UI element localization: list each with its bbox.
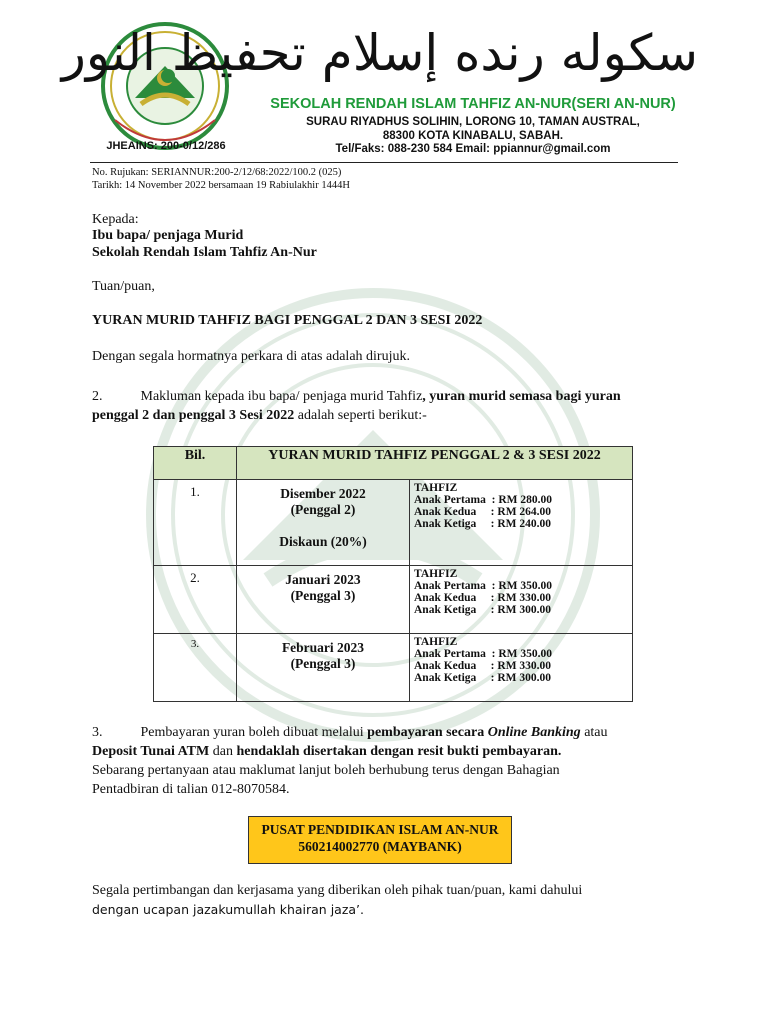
para3-or: atau	[580, 725, 608, 740]
contact-line: Tel/Faks: 088-230 584 Email: ppiannur@gmail.com	[335, 143, 611, 155]
row-term: (Penggal 3)	[290, 656, 356, 671]
paragraph-3-line-2	[92, 741, 677, 762]
row-month: Februari 2023	[281, 640, 365, 655]
row-fees	[410, 566, 633, 634]
fee-third-child: Anak Ketiga : RM 300.00	[414, 604, 552, 616]
letter-subject: YURAN MURID TAHFIZ BAGI PENGGAL 2 DAN 3 SESI 2022	[92, 313, 483, 328]
col-bil: Bil.	[154, 447, 237, 480]
table-row	[154, 480, 633, 566]
row-fees	[410, 634, 633, 702]
fee-third-child: Anak Ketiga : RM 240.00	[414, 518, 552, 530]
row-term: (Penggal 2)	[290, 502, 356, 517]
fee-first-child: Anak Pertama : RM 280.00	[414, 494, 552, 506]
letter-date: Tarikh: 14 November 2022 bersamaan 19 Rabiulakhir 1444H	[92, 180, 350, 191]
salutation: Tuan/puan,	[92, 279, 155, 294]
para3-method: pembayaran secara	[367, 725, 488, 740]
row-bil: 3.	[154, 634, 237, 702]
table-row	[154, 566, 633, 634]
arabic-school-name: سكوله رنده إسلام تحفيظ النور	[61, 24, 698, 82]
para3-receipt: hendaklah disertakan dengan resit bukti pembayaran.	[236, 744, 562, 759]
row-discount: Diskaun (20%)	[279, 534, 367, 549]
table-row	[154, 634, 633, 702]
fee-first-child: Anak Pertama : RM 350.00	[414, 580, 552, 592]
fee-first-child: Anak Pertama : RM 350.00	[414, 648, 552, 660]
fee-second-child: Anak Kedua : RM 264.00	[414, 506, 552, 518]
row-bil: 2.	[154, 566, 237, 634]
fee-table	[153, 446, 633, 702]
bank-account-name: PUSAT PENDIDIKAN ISLAM AN-NUR	[261, 822, 499, 837]
para2-tail: adalah seperti berikut:-	[294, 408, 427, 423]
col-title: YURAN MURID TAHFIZ PENGGAL 2 & 3 SESI 2022	[237, 447, 633, 480]
paragraph-2	[92, 386, 677, 407]
jheains-number: JHEAINS: 200-0/12/286	[106, 140, 226, 152]
recipient-line-1: Ibu bapa/ penjaga Murid	[92, 228, 244, 243]
address-line-1: SURAU RIYADHUS SOLIHIN, LORONG 10, TAMAN AUSTRAL,	[306, 116, 640, 128]
row-tag: TAHFIZ	[414, 568, 458, 580]
row-tag: TAHFIZ	[414, 636, 458, 648]
address-line-2: 88300 KOTA KINABALU, SABAH.	[382, 130, 564, 142]
para3-atm: Deposit Tunai ATM	[92, 744, 210, 759]
para2-text: Makluman kepada ibu bapa/ penjaga murid Tahfiz	[140, 389, 423, 404]
row-month: Disember 2022	[280, 486, 366, 501]
para3-online-banking: Online Banking	[487, 725, 581, 740]
recipient-line-2: Sekolah Rendah Islam Tahfiz An-Nur	[92, 245, 317, 260]
paragraph-2-cont	[92, 405, 427, 426]
fee-second-child: Anak Kedua : RM 330.00	[414, 592, 552, 604]
bank-account-box	[248, 816, 512, 864]
para2-number: 2.	[92, 389, 103, 404]
row-month: Januari 2023	[285, 572, 361, 587]
fee-third-child: Anak Ketiga : RM 300.00	[414, 672, 552, 684]
row-tag: TAHFIZ	[414, 482, 458, 494]
school-name: SEKOLAH RENDAH ISLAM TAHFIZ AN-NUR(SERI AN-NUR)	[270, 96, 676, 112]
header-divider	[90, 162, 678, 163]
paragraph-3	[92, 722, 677, 743]
paragraph-3-line-3: Sebarang pertanyaan atau maklumat lanjut boleh berhubung terus dengan Bahagian	[92, 763, 560, 778]
row-term: (Penggal 3)	[290, 588, 356, 603]
bank-account-number: 560214002770 (MAYBANK)	[298, 839, 462, 854]
row-period	[237, 566, 410, 634]
row-period	[237, 634, 410, 702]
fee-second-child: Anak Kedua : RM 330.00	[414, 660, 552, 672]
recipient-label: Kepada:	[92, 212, 139, 227]
para3-and: dan	[209, 744, 237, 759]
reference-number: No. Rujukan: SERIANNUR:200-2/12/68:2022/100.2 (025)	[92, 167, 342, 178]
para2-highlight: , yuran murid semasa bagi yuran	[422, 389, 621, 404]
para3-number: 3.	[92, 725, 103, 740]
para2-terms: penggal 2 dan penggal 3 Sesi 2022	[92, 408, 295, 423]
row-bil: 1.	[154, 480, 237, 566]
para3-text: Pembayaran yuran boleh dibuat melalui	[140, 725, 368, 740]
row-period	[237, 480, 410, 566]
closing-line-2: dengan ucapan jazakumullah khairan jaza’.	[92, 902, 365, 917]
fee-table-header	[154, 447, 633, 480]
paragraph-3-line-4: Pentadbiran di talian 012-8070584.	[92, 782, 290, 797]
closing-line-1: Segala pertimbangan dan kerjasama yang diberikan oleh pihak tuan/puan, kami dahului	[92, 883, 583, 898]
row-fees	[410, 480, 633, 566]
paragraph-1: Dengan segala hormatnya perkara di atas adalah dirujuk.	[92, 349, 410, 364]
